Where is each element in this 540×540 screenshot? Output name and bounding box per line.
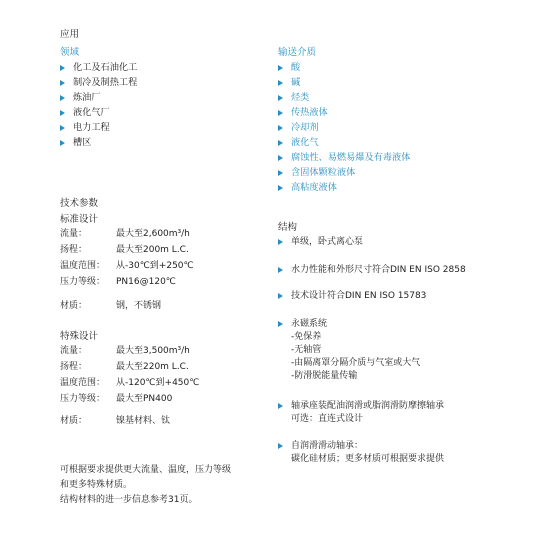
bullet-triangle-icon bbox=[278, 155, 283, 161]
bullet-triangle-icon bbox=[278, 95, 283, 101]
bullet-triangle-icon bbox=[278, 443, 283, 449]
bullet-triangle-icon bbox=[278, 403, 283, 409]
bullet-triangle-icon bbox=[60, 110, 65, 116]
media-title: 输送介质 bbox=[278, 47, 317, 58]
bullet-triangle-icon bbox=[278, 321, 283, 327]
structure-title: 结构 bbox=[278, 222, 298, 233]
bullet-triangle-icon bbox=[60, 65, 65, 71]
bullet-triangle-icon bbox=[278, 293, 283, 299]
bullet-triangle-icon bbox=[278, 267, 283, 273]
bullet-triangle-icon bbox=[278, 239, 283, 245]
bullet-triangle-icon bbox=[60, 125, 65, 131]
bullet-triangle-icon bbox=[60, 80, 65, 86]
bullet-triangle-icon bbox=[278, 65, 283, 71]
application-title: 应用 bbox=[60, 29, 80, 40]
bullet-triangle-icon bbox=[60, 140, 65, 146]
bullet-triangle-icon bbox=[278, 125, 283, 131]
specs-title: 技术参数 bbox=[60, 198, 99, 209]
bullet-triangle-icon bbox=[60, 95, 65, 101]
bullet-triangle-icon bbox=[278, 80, 283, 86]
special-design-title: 特殊设计 bbox=[60, 331, 99, 342]
bullet-triangle-icon bbox=[278, 185, 283, 191]
fields-title: 领域 bbox=[60, 47, 80, 58]
bullet-triangle-icon bbox=[278, 140, 283, 146]
bullet-triangle-icon bbox=[278, 170, 283, 176]
specs-note: 可根据要求提供更大流量、温度，压力等级 和更多特殊材质。 结构材料的进一步信息参考31页。 bbox=[60, 465, 232, 505]
bullet-triangle-icon bbox=[278, 110, 283, 116]
standard-design-title: 标准设计 bbox=[60, 214, 99, 225]
